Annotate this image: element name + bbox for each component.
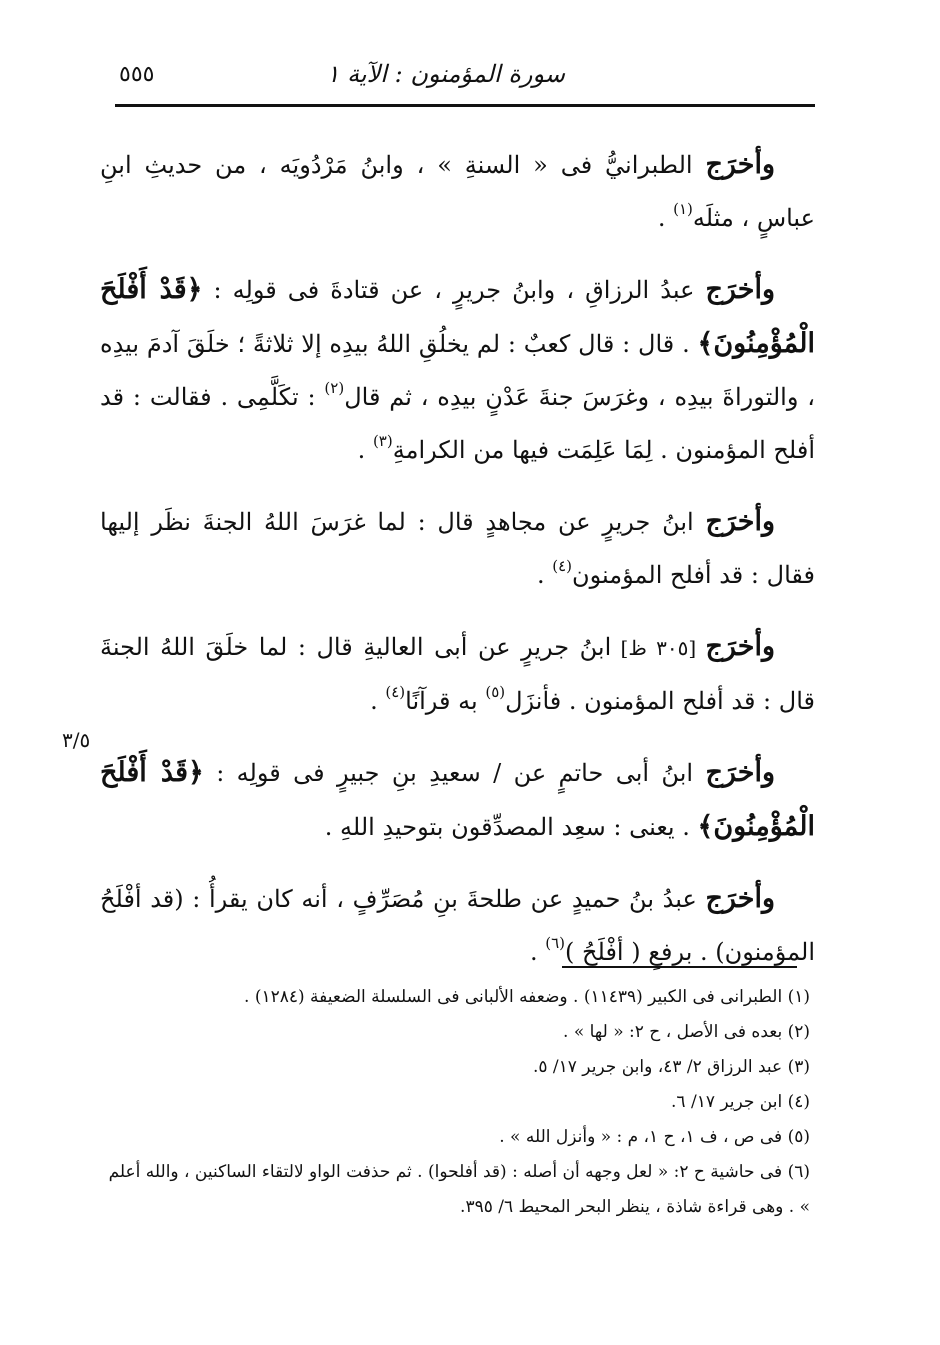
page-header [115, 48, 815, 108]
quran-quote: ﴿قَدْ أَفْلَحَ الْمُؤْمِنُونَ﴾ [100, 274, 815, 359]
paragraph-4 [100, 620, 815, 728]
page-number: ٥٥٥ [119, 62, 155, 87]
paragraph-tail: . [529, 938, 546, 966]
paragraph-tail: . [536, 561, 553, 589]
footnote: (١) الطبرانى فى الكبير (١١٤٣٩) . وضعفه الألبانى فى السلسلة الضعيفة (١٢٨٤) . [244, 987, 810, 1007]
manuscript-marker: [٣٠٥ ظ] [611, 636, 706, 660]
paragraph-text: ابنُ جريرٍ عن أبى العاليةِ قال : لما خلَقَ اللهُ الجنةَ قال : قد أفلح المؤمنون . فأنزَل [100, 633, 815, 715]
paragraph-text: عبدُ بنُ حميدٍ عن طلحةَ بنِ مُصَرِّفٍ ، أنه كان يقرأُ : (قد أفْلَحُ المؤمنون) . برفعِ ( أفْلَحُ ) [100, 885, 815, 966]
paragraph-text: ابنُ جريرٍ عن مجاهدٍ قال : لما غرَسَ اللهُ الجنةَ نظَر إليها فقال : قد أفلح المؤمنون [100, 508, 815, 589]
footnote: (٥) فى ص ، ف ١، ح ١، م : « وأنزل الله » . [499, 1127, 810, 1147]
footnote: (٤) ابن جرير ١٧/ ٦. [671, 1092, 810, 1112]
paragraph-lead: وأخرَج [705, 631, 775, 662]
paragraph-text: : تكَلَّمِى . فقالت : قد أفلح المؤمنون . لِمَا عَلِمَت فيها من الكرامةِ [100, 383, 815, 464]
paragraph-text: ابنُ أبى حاتمٍ عن / سعيدِ بنِ جبيرٍ فى قولِه : [203, 759, 706, 787]
footnote: (٢) بعده فى الأصل ، ح ٢: « لها » . [563, 1022, 810, 1042]
paragraph-text: . يعنى : سعِد المصدِّقون بتوحيدِ اللهِ . [324, 813, 698, 841]
paragraph-text: عبدُ الرزاقِ ، وابنُ جريرٍ ، عن قتادةَ فى قولِه : [202, 276, 706, 304]
main-text [100, 138, 815, 997]
paragraph-text: . قال : قال كعبٌ : لم يخلُقِ اللهُ بيدِه إلا ثلاثةً ؛ خلَقَ آدمَ بيدِه ، والتوراةَ بيدِه ، وغرَسَ جنةَ عَدْنٍ بيدِه ، ثم قال [100, 330, 815, 411]
paragraph-lead: وأخرَج [705, 506, 775, 537]
paragraph-tail: . [357, 436, 373, 464]
header-rule [115, 104, 815, 107]
paragraph-lead: وأخرَج [705, 149, 775, 180]
footnote-ref: (٤) [552, 557, 572, 575]
paragraph-5 [100, 746, 815, 854]
paragraph-1 [100, 138, 815, 245]
paragraph-lead: وأخرَج [705, 757, 775, 788]
quran-quote: ﴿قَدْ أَفْلَحَ الْمُؤْمِنُونَ﴾ [100, 757, 815, 842]
running-title: سورة المؤمنون : الآية ١ [326, 60, 565, 88]
paragraph-6 [100, 872, 815, 979]
footnote-ref: (٥) [485, 683, 506, 701]
footnote: (٦) فى حاشية ح ٢: « لعل وجهه أن أصله : (قد أفلحوا) . ثم حذفت الواو لالتقاء الساكنين ، والله أعلم » . وهى قراءة شاذة ، ينظر البحر المحيط ٦/ ٣٩٥. [108, 1162, 810, 1217]
footnote-ref: (٦) [545, 934, 566, 952]
footnote-ref: (١) [673, 200, 693, 218]
footnotes [105, 980, 810, 1225]
paragraph-text: به قرآنًا [405, 687, 486, 715]
paragraph-lead: وأخرَج [705, 274, 776, 305]
paragraph-3 [100, 495, 815, 602]
paragraph-text: الطبرانيُّ فى « السنةِ » ، وابنُ مَرْدُويَه ، من حديثِ ابنِ عباسٍ ، مثلَه [100, 151, 815, 232]
footnote-ref: (٤) [385, 683, 406, 701]
paragraph-2 [100, 263, 815, 477]
margin-note: ٣/٥ [62, 728, 91, 752]
footnote-separator [562, 966, 797, 968]
footnote-ref: (٣) [372, 432, 393, 450]
footnote-ref: (٢) [324, 379, 345, 397]
paragraph-lead: وأخرَج [705, 883, 775, 914]
paragraph-tail: . [657, 204, 674, 232]
paragraph-tail: . [370, 687, 386, 715]
footnote: (٣) عبد الرزاق ٢/ ٤٣، وابن جرير ١٧/ ٥. [532, 1057, 810, 1077]
